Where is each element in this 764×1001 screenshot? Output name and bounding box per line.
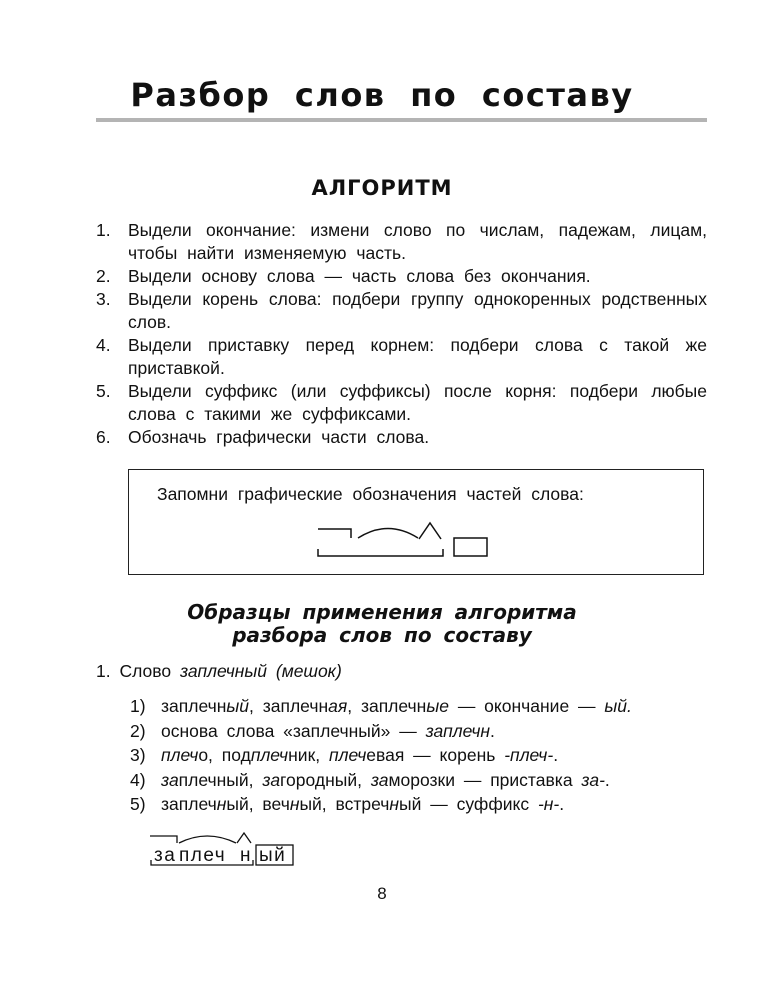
algorithm-step — [96, 426, 707, 449]
text-run: морозки — приставка — [388, 769, 582, 790]
step-number: 6. — [96, 427, 111, 447]
sample-step — [130, 743, 632, 768]
suffix-sign — [237, 833, 251, 843]
highlighted-morpheme: заплечн — [425, 720, 491, 741]
algorithm-step — [96, 219, 707, 265]
highlighted-morpheme: ый — [226, 696, 250, 716]
highlighted-morpheme: ая — [328, 696, 348, 716]
sample-step — [130, 792, 632, 817]
sample-word: заплечный (мешок) — [179, 661, 342, 681]
sample-number: 1. — [96, 661, 111, 681]
text-run: . — [490, 720, 495, 741]
highlighted-morpheme: ый. — [604, 696, 632, 716]
step-text: Выдели суффикс (или суффиксы) после корня: подбери любые слова с такими же суффиксами. — [128, 381, 707, 424]
word-prefix: за — [154, 845, 177, 866]
sample-step-number: 2) — [130, 720, 146, 741]
algorithm-steps — [96, 219, 707, 449]
text-run: ый, веч — [226, 794, 290, 814]
suffix-sign — [419, 523, 441, 539]
text-run: заплечн — [161, 696, 227, 716]
step-number: 5. — [96, 381, 111, 401]
text-run: . — [553, 745, 559, 765]
highlighted-morpheme: за — [161, 769, 179, 790]
step-number: 4. — [96, 335, 111, 355]
text-run: ый — суффикс — [399, 794, 538, 814]
sample-step-number: 4) — [130, 769, 146, 790]
text-run: , заплечн — [347, 696, 427, 716]
morpheme-signs — [312, 516, 492, 562]
word-ending: ый — [259, 845, 287, 866]
step-number: 2. — [96, 266, 111, 286]
step-number: 1. — [96, 220, 111, 240]
prefix-sign — [150, 836, 177, 843]
sample-step-text — [161, 743, 558, 768]
step-text: Выдели окончание: измени слово по числам, падежам, лицам, чтобы найти изменяемую часть. — [128, 220, 707, 263]
page-title: Разбор слов по составу — [130, 76, 634, 114]
highlighted-morpheme: -н- — [537, 794, 560, 814]
sample-steps — [130, 694, 632, 817]
text-run: евая — корень — [366, 745, 505, 765]
sample-step-text — [161, 694, 632, 719]
sample-step-text — [161, 768, 610, 793]
sample-step — [130, 768, 632, 793]
text-run: заплеч — [161, 794, 217, 814]
word-suffix: н — [240, 845, 252, 866]
prefix-sign — [318, 529, 351, 538]
highlighted-morpheme: -плеч- — [504, 745, 554, 765]
algorithm-step — [96, 288, 707, 334]
samples-heading — [0, 601, 764, 647]
highlighted-morpheme: н — [289, 794, 300, 814]
word-root: плеч — [179, 845, 227, 866]
sample-step — [130, 694, 632, 719]
remember-text: Запомни графические обозначения частей слова: — [157, 484, 584, 504]
stem-bracket-sign — [318, 549, 443, 556]
highlighted-morpheme: за — [370, 769, 389, 790]
highlighted-morpheme: плеч — [161, 745, 199, 765]
text-run: — окончание — — [448, 696, 605, 716]
step-text: Выдели корень слова: подбери группу однокоренных родственных слов. — [128, 289, 707, 332]
sample-step-number: 3) — [130, 745, 146, 765]
highlighted-morpheme: плеч — [250, 745, 289, 765]
highlighted-morpheme: за — [262, 769, 281, 790]
step-text: Выдели основу слова — часть слова без окончания. — [128, 266, 591, 286]
step-text: Выдели приставку перед корнем: подбери слова с такой же приставкой. — [128, 335, 707, 378]
sample-step-text — [161, 792, 564, 817]
highlighted-morpheme: н — [216, 794, 227, 814]
highlighted-morpheme: за- — [581, 769, 605, 790]
text-run: городный, — [280, 769, 371, 790]
algorithm-step — [96, 265, 707, 288]
sample-step — [130, 719, 632, 744]
samples-heading-line1: Образцы применения алгоритма — [187, 600, 577, 624]
text-run: . — [604, 769, 610, 790]
highlighted-morpheme: ые — [426, 696, 449, 716]
page-number: 8 — [377, 884, 387, 903]
sample-label: Слово — [119, 661, 172, 681]
text-run: ник, — [288, 745, 329, 765]
samples-heading-line2: разбора слов по составу — [232, 623, 532, 647]
sample-step-text — [161, 719, 495, 744]
root-arc-sign — [179, 836, 236, 843]
sample-step-number: 5) — [130, 794, 146, 814]
algorithm-step — [96, 334, 707, 380]
text-run: , заплечн — [249, 696, 329, 716]
highlighted-morpheme: плеч — [328, 745, 367, 765]
step-text: Обозначь графически части слова. — [128, 427, 430, 447]
text-run: о, под — [198, 745, 251, 765]
text-run: плечный, — [178, 769, 263, 790]
root-arc-sign — [358, 529, 418, 539]
step-number: 3. — [96, 289, 111, 309]
text-run: . — [559, 794, 565, 814]
highlighted-morpheme: н — [389, 794, 400, 814]
sample-step-number: 1) — [130, 696, 146, 716]
text-run: основа слова «заплечный» — — [161, 720, 426, 741]
algorithm-heading: АЛГОРИТМ — [311, 176, 453, 200]
text-run: ый, встреч — [299, 794, 390, 814]
sample-item-title — [96, 661, 342, 682]
title-underline — [96, 118, 707, 122]
algorithm-step — [96, 380, 707, 426]
word-morpheme-diagram — [150, 830, 300, 870]
ending-box-sign — [454, 538, 487, 556]
